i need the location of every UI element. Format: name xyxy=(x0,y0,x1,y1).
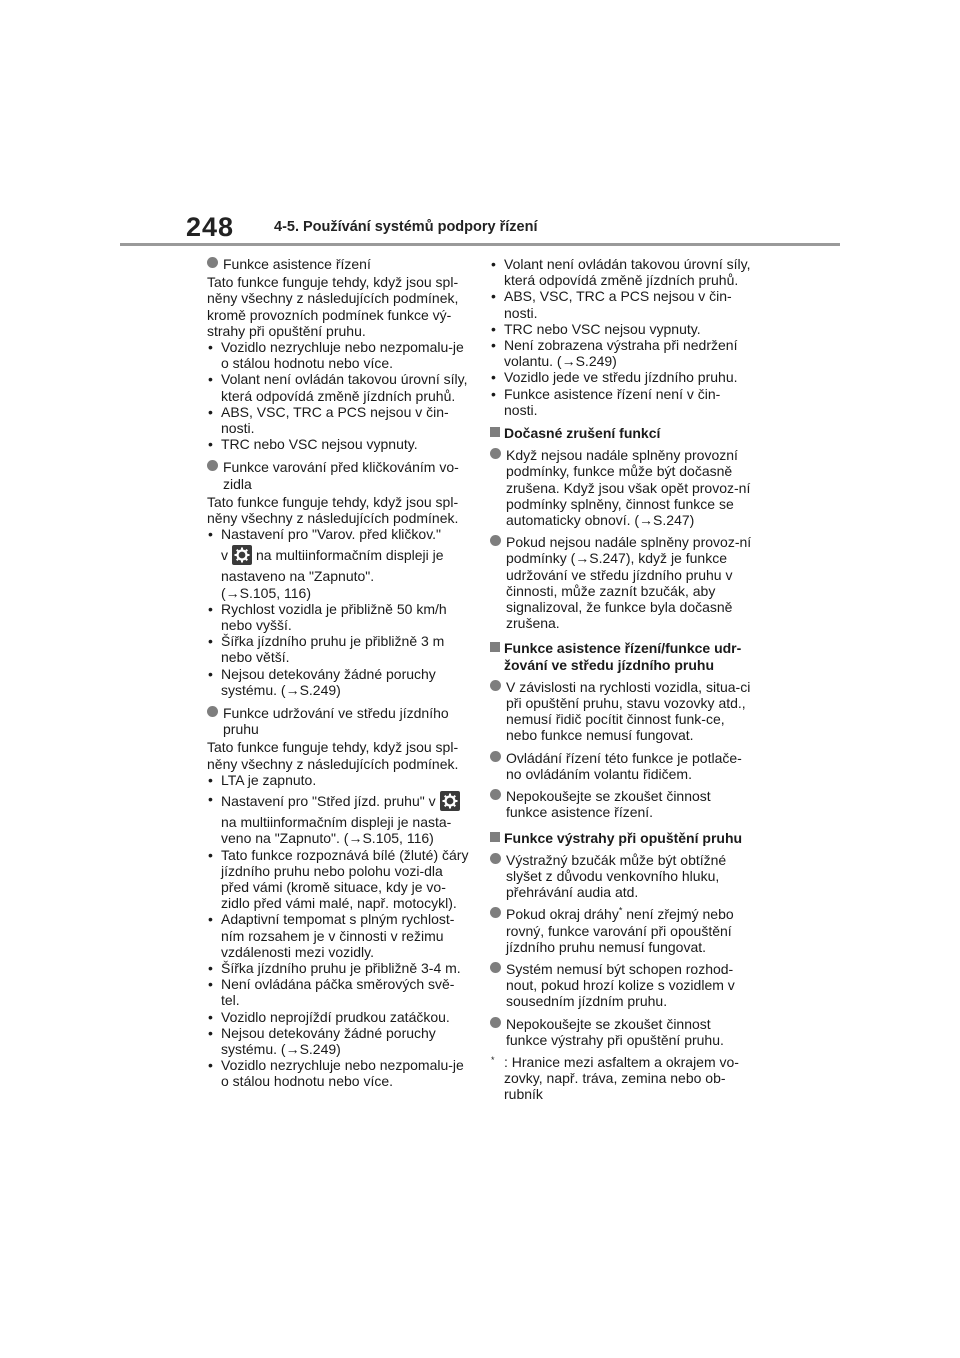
note-item: Výstražný bzučák může být obtížné slyšet z důvodu venkovního hluku, přehrávání audia atd. xyxy=(490,852,752,901)
list-item: • Není ovládána páčka směrových svě-tel. xyxy=(208,976,455,1009)
square-bullet-icon xyxy=(490,642,500,652)
bullet-icon xyxy=(207,257,218,268)
note-item: Pokud okraj dráhy* není zřejmý nebo rovný, funkce varování při opouštění jízdního pruhu nemusí fungovat. xyxy=(490,906,752,955)
list-item: • ABS, VSC, TRC a PCS nejsou v čin-nosti. xyxy=(491,288,732,321)
bullet-icon xyxy=(490,448,501,459)
note-item: Systém nemusí být schopen rozhod-nout, pokud hrozí kolize s vozidlem v sousedním jízdním pruhu. xyxy=(490,961,752,1010)
page-header xyxy=(0,0,960,248)
paragraph: Tato funkce funguje tehdy, když jsou spl-něny všechny z následujících podmínek. xyxy=(207,739,459,772)
list-item: • Rychlost vozidla je přibližně 50 km/h nebo vyšší. xyxy=(208,600,447,634)
list-item: • Funkce asistence řízení není v čin-nosti. xyxy=(491,385,721,418)
square-bullet-icon xyxy=(490,832,500,842)
page-reference: (→S.105, 116) xyxy=(221,584,312,601)
bullet-icon xyxy=(207,706,218,717)
list-item: • Vozidlo nezrychluje nebo nezpomalu-je o stálou hodnotu nebo více. xyxy=(208,1057,464,1090)
list-item: • TRC nebo VSC nejsou vypnuty. xyxy=(208,436,418,453)
list-item: • Adaptivní tempomat s plným rychlost-ním rozsahem je v činnosti v režimu vzdálenosti mezi vozidly. xyxy=(208,911,455,960)
list-item: • Šířka jízdního pruhu je přibližně 3-4 m. xyxy=(208,959,461,976)
note-item: Když nejsou nadále splněny provozní podmínky, funkce může být dočasně zrušena. Když jsou však opět provoz-ní podmínky splněny, činnost funkce se automaticky obnoví. (→S.247) xyxy=(490,447,752,528)
icon-line: v na multiinformačním displeji je xyxy=(207,545,469,565)
bullet-icon xyxy=(490,680,501,691)
paragraph: Tato funkce funguje tehdy, když jsou spl-něny všechny z následujících podmínek, kromě provozních podmínek funkce vý-strahy při opuštění pruhu. xyxy=(207,274,459,339)
bullet-icon xyxy=(490,962,501,973)
footnote: * : Hranice mezi asfaltem a okrajem vo-zovky, např. tráva, zemina nebo ob-rubník xyxy=(491,1053,739,1103)
subsection-heading: Funkce výstrahy při opuštění pruhu xyxy=(490,830,752,846)
header-rule xyxy=(120,243,840,246)
list-item: • Tato funkce rozpoznává bílé (žluté) čáry jízdního pruhu nebo polohu vozi-dla před vámi (kromě situace, kdy je vo-zidlo před vámi malé, např. motocykl). xyxy=(208,846,469,912)
list-item: • LTA je zapnuto. xyxy=(208,771,317,788)
note-item: Ovládání řízení této funkce je potlače-no ovládáním volantu řidičem. xyxy=(490,750,752,782)
list-item: • ABS, VSC, TRC a PCS nejsou v čin-nosti. xyxy=(208,403,449,437)
list-item: • Vozidlo jede ve středu jízdního pruhu. xyxy=(491,369,738,386)
gear-icon xyxy=(232,545,252,565)
note-item: Nepokoušejte se zkoušet činnost funkce asistence řízení. xyxy=(490,788,752,820)
list-item: • Nejsou detekovány žádné poruchy systému. (→S.249) xyxy=(208,665,436,698)
note-item: Nepokoušejte se zkoušet činnost funkce výstrahy při opuštění pruhu. xyxy=(490,1016,752,1048)
gear-icon xyxy=(440,791,460,811)
list-item: • Nastavení pro "Varov. před kličkov." xyxy=(208,526,442,543)
list-item: • Není zobrazena výstraha při nedržení volantu. (→S.249) xyxy=(491,337,738,370)
right-column xyxy=(490,256,752,1103)
section-heading: Funkce udržování ve středu jízdního pruhu xyxy=(207,705,469,737)
paragraph: Tato funkce funguje tehdy, když jsou spl-něny všechny z následujících podmínek. xyxy=(207,493,459,527)
list-item: • Nastavení pro "Střed jízd. pruhu" v xyxy=(207,791,469,811)
list-item: • Vozidlo nezrychluje nebo nezpomalu-je o stálou hodnotu nebo více. xyxy=(208,339,464,372)
chapter-title: 4-5. Používání systémů podpory řízení xyxy=(274,219,538,235)
bullet-icon xyxy=(490,1017,501,1028)
square-bullet-icon xyxy=(490,427,500,437)
subsection-heading: Dočasné zrušení funkcí xyxy=(490,425,752,441)
bullet-icon xyxy=(490,853,501,864)
bullet-icon xyxy=(490,751,501,762)
bullet-icon xyxy=(207,460,218,471)
list-item: • Nejsou detekovány žádné poruchy systému. (→S.249) xyxy=(208,1024,436,1057)
list-item: • Vozidlo neprojíždí prudkou zatáčkou. xyxy=(208,1008,450,1025)
bullet-icon xyxy=(490,789,501,800)
list-item: • Volant není ovládán takovou úrovní síly, která odpovídá změně jízdních pruhů. xyxy=(208,371,468,404)
left-column xyxy=(207,256,469,1090)
list-item-continuation: na multiinformačním displeji je nasta-veno na "Zapnuto". (→S.105, 116) xyxy=(221,814,452,847)
list-item-continuation: nastaveno na "Zapnuto". xyxy=(221,568,375,585)
bullet-icon xyxy=(490,535,501,546)
subsection-heading: Funkce asistence řízení/funkce udr-žování ve středu jízdního pruhu xyxy=(490,640,752,672)
list-item: • Volant není ovládán takovou úrovní síly, která odpovídá změně jízdních pruhů. xyxy=(491,256,751,289)
note-item: V závislosti na rychlosti vozidla, situa-ci při opuštění pruhu, stavu vozovky atd., nemusí řidič pocítit činnost funk-ce, nebo funkce nemusí fungovat. xyxy=(490,679,752,744)
list-item: • TRC nebo VSC nejsou vypnuty. xyxy=(491,320,701,337)
note-item: Pokud nejsou nadále splněny provoz-ní podmínky (→S.247), když je funkce udržování ve středu jízdního pruhu v činnosti, může zaznít bzučák, aby signalizoval, že funkce byla dočasně zrušena. xyxy=(490,534,752,631)
section-heading: Funkce asistence řízení xyxy=(207,256,469,272)
list-item: • Šířka jízdního pruhu je přibližně 3 m nebo větší. xyxy=(208,633,445,666)
bullet-icon xyxy=(490,907,501,918)
page-number: 248 xyxy=(186,212,235,242)
section-heading: Funkce varování před kličkováním vo-zidla xyxy=(207,459,469,491)
